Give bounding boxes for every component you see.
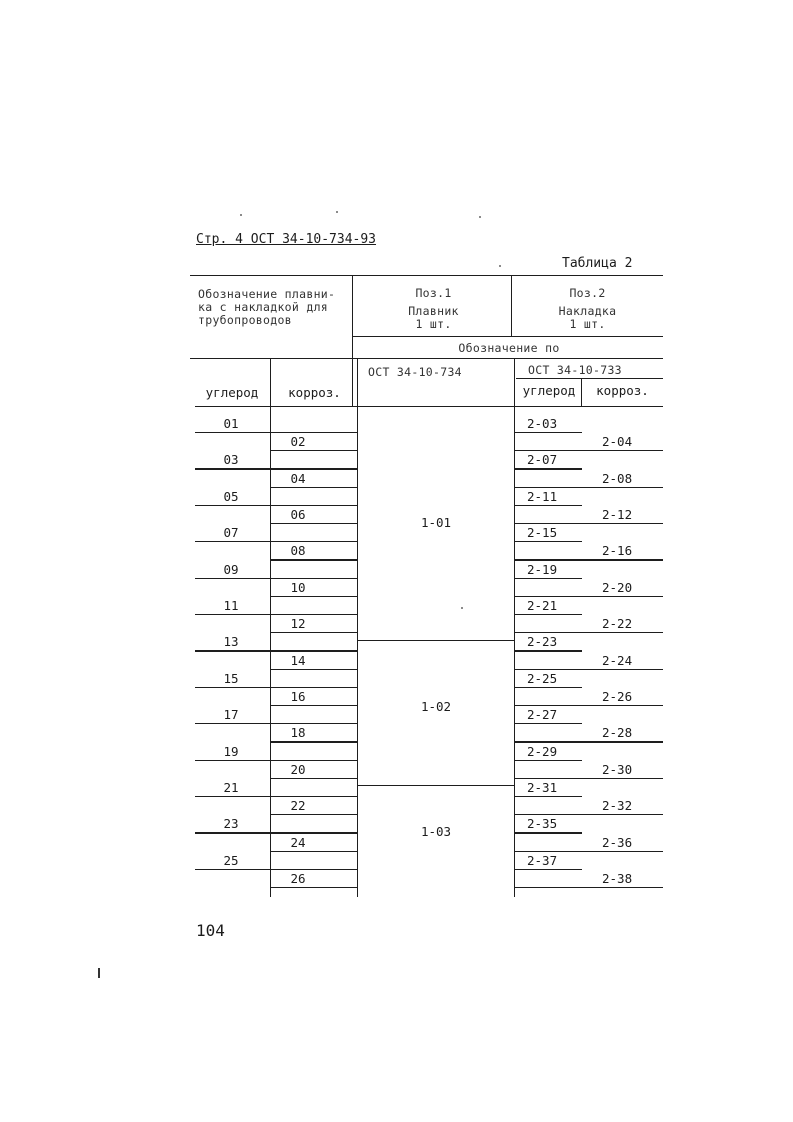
- scan-speck: [461, 607, 463, 609]
- corros-cell: 06: [290, 507, 306, 522]
- row-rule: [515, 523, 663, 524]
- corros-cell: 08: [290, 543, 306, 559]
- row-rule: [271, 887, 357, 888]
- row-rule: [515, 687, 582, 688]
- p2-carbon-cell: 2-35: [527, 816, 558, 832]
- row-rule: [271, 778, 357, 779]
- col-divider: [581, 379, 582, 406]
- designation-header-line: ка с накладкой для: [198, 300, 329, 314]
- corros-cell: 24: [290, 834, 306, 850]
- p2-carbon-cell: 2-07: [527, 452, 558, 468]
- corros-cell: 26: [290, 871, 306, 886]
- col-divider: [357, 359, 358, 897]
- corros-cell: 12: [290, 616, 306, 632]
- pos2-header-line: Накладка: [558, 304, 617, 318]
- pos1-header-line: Поз.1: [415, 286, 452, 300]
- row-rule: [515, 487, 663, 488]
- p2-corros-cell: 2-30: [602, 761, 633, 777]
- scan-speck: [336, 211, 338, 213]
- row-rule: [515, 559, 663, 560]
- row-rule: [515, 705, 663, 706]
- p2-corros-cell: 2-38: [602, 871, 633, 886]
- p2-carbon-cell: 2-19: [527, 561, 558, 577]
- p2-carbon-cell: 2-27: [527, 707, 558, 723]
- p2-corros-cell: 2-16: [602, 543, 633, 559]
- carbon-cell: 03: [223, 452, 239, 468]
- carbon-cell: 07: [223, 525, 239, 541]
- corros-cell: 18: [290, 725, 306, 741]
- row-rule: [271, 814, 357, 815]
- p2-carbon-cell: 2-25: [527, 670, 558, 686]
- p2-corros-cell: 2-04: [602, 434, 633, 450]
- row-rule: [515, 596, 663, 597]
- row-rule: [195, 869, 357, 870]
- row-rule: [515, 741, 663, 742]
- row-rule: [515, 869, 582, 870]
- carbon-cell: 15: [223, 670, 239, 686]
- row-rule: [195, 614, 357, 615]
- p2-carbon-cell: 2-15: [527, 525, 558, 541]
- header-rule: [516, 378, 663, 379]
- pos2-header-line: Поз.2: [569, 286, 606, 300]
- row-rule: [515, 468, 582, 469]
- scan-mark: [98, 968, 100, 978]
- pos1-header-line: 1 шт.: [415, 317, 452, 331]
- carbon-header: углерод: [205, 385, 259, 400]
- corros-cell: 10: [290, 579, 306, 595]
- p2-corros-cell: 2-28: [602, 725, 633, 741]
- row-rule: [515, 760, 582, 761]
- row-rule: [515, 578, 582, 579]
- corros-cell: 14: [290, 652, 306, 668]
- p2-corros-cell: 2-36: [602, 834, 633, 850]
- carbon-cell: 25: [223, 852, 239, 868]
- row-rule: [195, 578, 357, 579]
- row-rule: [271, 487, 357, 488]
- p2-carbon-cell: 2-31: [527, 780, 558, 795]
- pos1-header-line: Плавник: [408, 304, 459, 318]
- std2-header: ОСТ 34-10-733: [528, 363, 622, 377]
- designation-by-header: Обозначение по: [458, 341, 560, 355]
- document-reference: Стр. 4 ОСТ 34-10-734-93: [196, 232, 377, 247]
- page-number: 104: [196, 921, 225, 940]
- row-rule: [515, 614, 582, 615]
- row-rule: [195, 468, 357, 469]
- carbon-cell: 23: [223, 816, 239, 832]
- p2-carbon-cell: 2-11: [527, 488, 558, 504]
- row-rule: [515, 541, 582, 542]
- corros-cell: 02: [290, 434, 306, 450]
- row-rule: [195, 723, 357, 724]
- row-rule: [515, 796, 582, 797]
- carbon-cell: 01: [223, 416, 239, 431]
- p2-carbon-cell: 2-29: [527, 743, 558, 759]
- row-rule: [515, 778, 663, 779]
- row-rule: [195, 687, 357, 688]
- row-rule: [195, 541, 357, 542]
- std1-header: ОСТ 34-10-734: [368, 365, 462, 379]
- scan-speck: [479, 216, 481, 218]
- row-rule: [515, 432, 582, 433]
- carbon-cell: 19: [223, 743, 239, 759]
- row-rule: [271, 669, 357, 670]
- col-divider: [514, 359, 515, 897]
- row-rule: [515, 814, 663, 815]
- row-rule: [271, 632, 357, 633]
- carbon-cell: 09: [223, 561, 239, 577]
- corros-cell: 04: [290, 470, 306, 486]
- row-rule: [515, 650, 582, 651]
- row-rule: [271, 523, 357, 524]
- p2-corros-cell: 2-08: [602, 470, 633, 486]
- row-rule: [515, 832, 582, 833]
- row-rule: [271, 705, 357, 706]
- scan-speck: [240, 214, 242, 216]
- p2-corros-cell: 2-22: [602, 616, 633, 632]
- row-rule: [515, 505, 582, 506]
- carbon-cell: 21: [223, 780, 239, 795]
- p2-corros-cell: 2-20: [602, 579, 633, 595]
- carbon2-header: углерод: [522, 383, 576, 398]
- row-rule: [515, 669, 663, 670]
- scan-speck: [499, 265, 501, 267]
- group-label: 1-02: [420, 699, 452, 714]
- corros-cell: 16: [290, 689, 306, 704]
- corros2-header: корроз.: [596, 383, 649, 398]
- p2-carbon-cell: 2-23: [527, 634, 558, 650]
- corros-cell: 22: [290, 798, 306, 814]
- col-divider: [352, 276, 353, 406]
- table-top-rule: [190, 275, 663, 276]
- header-rule: [190, 358, 663, 359]
- corros-cell: 20: [290, 761, 306, 777]
- row-rule: [195, 505, 357, 506]
- row-rule: [195, 832, 357, 833]
- row-rule: [271, 596, 357, 597]
- row-rule: [515, 851, 663, 852]
- group-divider: [358, 640, 514, 641]
- p2-carbon-cell: 2-21: [527, 598, 558, 613]
- p2-carbon-cell: 2-03: [527, 416, 558, 431]
- designation-header-line: Обозначение плавни-: [198, 287, 336, 301]
- designation-header-line: трубопроводов: [198, 313, 292, 327]
- p2-corros-cell: 2-12: [602, 507, 633, 522]
- p2-corros-cell: 2-26: [602, 689, 633, 704]
- carbon-cell: 13: [223, 634, 239, 650]
- row-rule: [195, 796, 357, 797]
- row-rule: [271, 741, 357, 742]
- header-rule: [352, 336, 663, 337]
- group-label: 1-01: [420, 515, 452, 530]
- table-caption: Таблица 2: [562, 256, 633, 271]
- carbon-cell: 11: [223, 598, 239, 613]
- row-rule: [515, 723, 582, 724]
- carbon-cell: 17: [223, 707, 239, 723]
- row-rule: [195, 760, 357, 761]
- row-rule: [195, 650, 357, 651]
- p2-corros-cell: 2-24: [602, 652, 633, 668]
- p2-corros-cell: 2-32: [602, 798, 633, 814]
- pos2-header-line: 1 шт.: [569, 317, 606, 331]
- row-rule: [271, 559, 357, 560]
- col-divider: [511, 276, 512, 337]
- row-rule: [271, 851, 357, 852]
- group-divider: [358, 785, 514, 786]
- row-rule: [515, 887, 663, 888]
- row-rule: [515, 450, 663, 451]
- row-rule: [515, 632, 663, 633]
- row-rule: [195, 432, 357, 433]
- row-rule: [271, 450, 357, 451]
- header-bottom-rule: [195, 406, 663, 407]
- carbon-cell: 05: [223, 488, 239, 504]
- group-label: 1-03: [420, 824, 452, 839]
- corros-header: корроз.: [288, 385, 341, 400]
- p2-carbon-cell: 2-37: [527, 852, 558, 868]
